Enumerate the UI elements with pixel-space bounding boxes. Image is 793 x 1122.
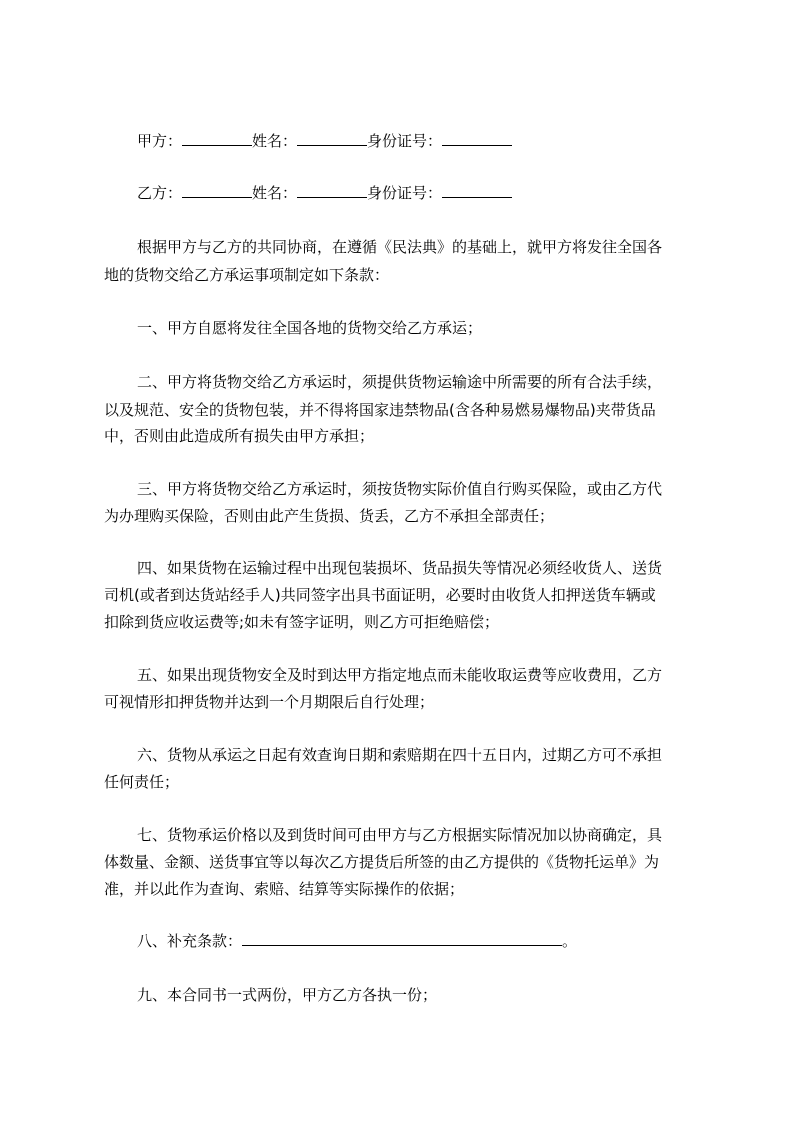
- party-a-name-label: 姓名：: [252, 132, 298, 150]
- clause-5-line-1: 五、如果出现货物安全及时到达甲方指定地点而未能收取运费等应收费用，乙方: [137, 666, 663, 684]
- party-b-id-label: 身份证号：: [367, 184, 443, 202]
- intro-line-2: 地的货物交给乙方承运事项制定如下条款：: [104, 266, 390, 284]
- clause-7-line-3: 准，并以此作为查询、索赔、结算等实际操作的依据；: [104, 880, 465, 898]
- clause-2-line-2: 以及规范、安全的货物包装，并不得将国家违禁物品(含各种易燃易爆物品)夹带货品: [104, 401, 656, 419]
- party-a-id-blank[interactable]: [442, 131, 512, 146]
- clause-2-line-3: 中，否则由此造成所有损失由甲方承担；: [104, 427, 375, 445]
- supplementary-terms-blank[interactable]: [242, 931, 562, 946]
- clause-3-line-1: 三、甲方将货物交给乙方承运时，须按货物实际价值自行购买保险，或由乙方代: [137, 480, 663, 498]
- clause-1-line-1: 一、甲方自愿将发往全国各地的货物交给乙方承运；: [137, 319, 483, 337]
- intro-line-1: 根据甲方与乙方的共同协商，在遵循《民法典》的基础上，就甲方将发往全国各: [137, 238, 663, 256]
- clause-2-line-1: 二、甲方将货物交给乙方承运时，须提供货物运输途中所需要的所有合法手续，: [137, 373, 663, 391]
- clause-7-line-2: 体数量、金额、送货事宜等以每次乙方提货后所签的由乙方提供的《货物托运单》为: [104, 853, 660, 871]
- clause-8-suffix: 。: [562, 932, 578, 950]
- clause-6-line-2: 任何责任；: [104, 773, 180, 791]
- clause-3-line-2: 为办理购买保险，否则由此产生货损、货丢，乙方不承担全部责任；: [104, 507, 555, 525]
- clause-6-line-1: 六、货物从承运之日起有效查询日期和索赔期在四十五日内，过期乙方可不承担: [137, 746, 663, 764]
- party-b-id-blank[interactable]: [442, 183, 512, 198]
- clause-8-label: 八、补充条款：: [137, 932, 243, 950]
- party-b-row: [137, 183, 512, 203]
- party-b-name-blank[interactable]: [297, 183, 367, 198]
- clause-8-row: [137, 931, 577, 951]
- clause-5-line-2: 可视情形扣押货物并达到一个月期限后自行处理；: [104, 693, 435, 711]
- party-a-label: 甲方：: [137, 132, 183, 150]
- party-a-row: [137, 131, 512, 151]
- party-a-blank[interactable]: [182, 131, 252, 146]
- party-b-name-label: 姓名：: [252, 184, 298, 202]
- party-a-name-blank[interactable]: [297, 131, 367, 146]
- party-b-label: 乙方：: [137, 184, 183, 202]
- clause-9-line-1: 九、本合同书一式两份，甲方乙方各执一份；: [137, 986, 438, 1004]
- clause-4-line-2: 司机(或者到达货站经手人)共同签字出具书面证明，必要时由收货人扣押送货车辆或: [104, 586, 656, 604]
- clause-4-line-3: 扣除到货应收运费等;如未有签字证明，则乙方可拒绝赔偿；: [104, 613, 500, 631]
- party-a-id-label: 身份证号：: [367, 132, 443, 150]
- party-b-blank[interactable]: [182, 183, 252, 198]
- clause-4-line-1: 四、如果货物在运输过程中出现包装损坏、货品损失等情况必须经收货人、送货: [137, 559, 663, 577]
- clause-7-line-1: 七、货物承运价格以及到货时间可由甲方与乙方根据实际情况加以协商确定，具: [137, 826, 663, 844]
